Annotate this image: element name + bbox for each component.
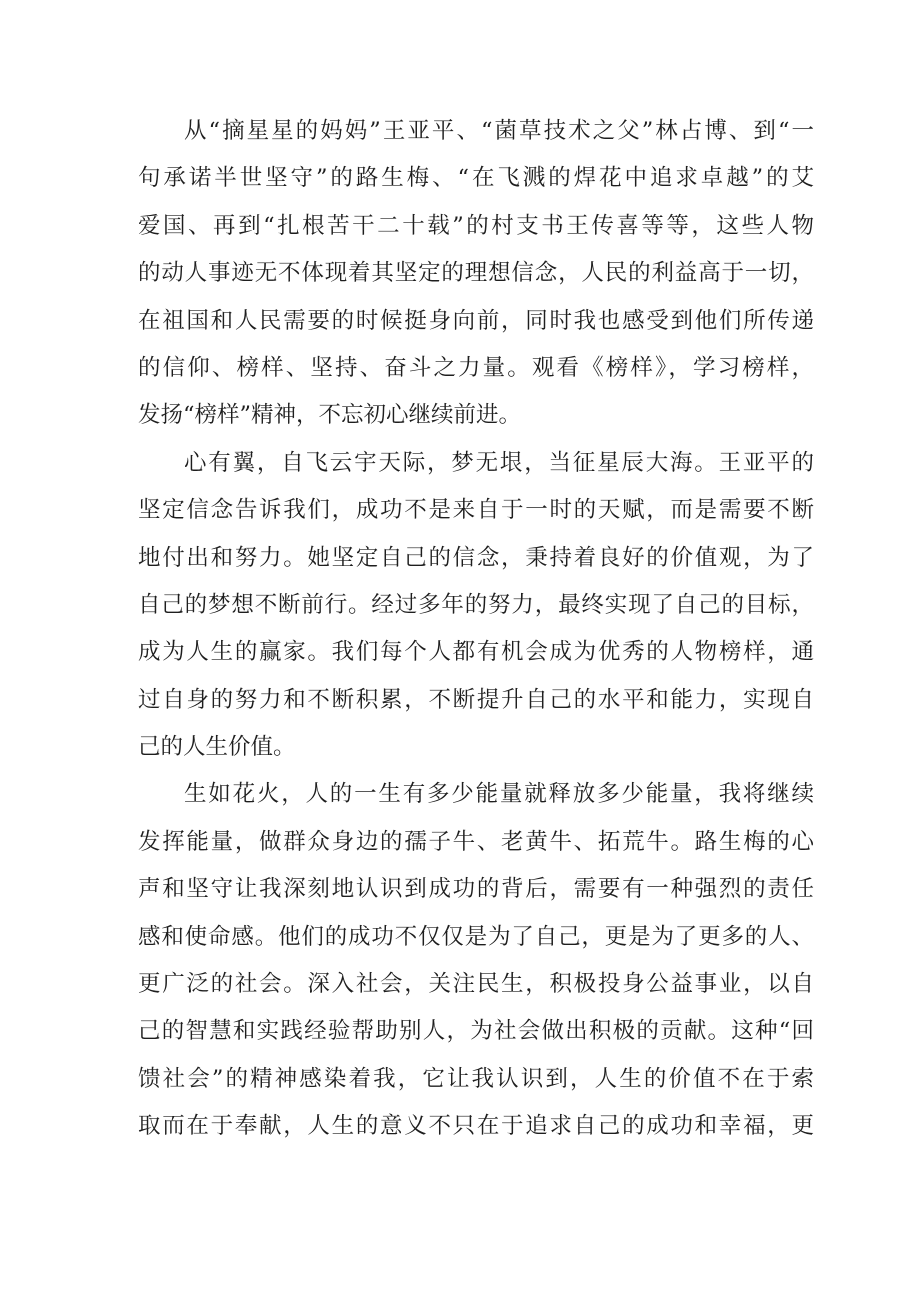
paragraph-3-line-5: 更广泛的社会。深入社会，关注民生，积极投身公益事业，以自 (138, 971, 814, 998)
paragraph-3-line-8: 取而在于奉献，人生的意义不只在于追求自己的成功和幸福，更 (138, 1113, 814, 1140)
paragraph-3-line-7: 馈社会”的精神感染着我，它让我认识到，人生的价值不在于索 (138, 1065, 814, 1092)
paragraph-3-line-1: 生如花火，人的一生有多少能量就释放多少能量，我将继续 (184, 781, 814, 808)
paragraph-1-line-1: 从“摘星星的妈妈”王亚平、“菌草技术之父”林占博、到“一 (184, 118, 814, 144)
paragraph-3-line-6: 己的智慧和实践经验帮助别人，为社会做出积极的贡献。这种“回 (138, 1018, 814, 1045)
paragraph-3-line-3: 声和坚守让我深刻地认识到成功的背后，需要有一种强烈的责任 (138, 876, 814, 903)
paragraph-2-line-6: 过自身的努力和不断积累，不断提升自己的水平和能力，实现自 (138, 686, 814, 713)
paragraph-2-line-3: 地付出和努力。她坚定自己的信念，秉持着良好的价值观，为了 (138, 544, 814, 571)
paragraph-3-line-2: 发挥能量，做群众身边的孺子牛、老黄牛、拓荒牛。路生梅的心 (138, 828, 814, 855)
paragraph-1-line-4: 的动人事迹无不体现着其坚定的理想信念，人民的利益高于一切， (138, 260, 814, 287)
paragraph-1-line-7: 发扬“榜样”精神，不忘初心继续前进。 (138, 402, 522, 429)
paragraph-1-line-2: 句承诺半世坚守”的路生梅、“在飞溅的焊花中追求卓越”的艾 (138, 165, 814, 192)
body-text (138, 108, 814, 1151)
paragraph-2-line-7: 己的人生价值。 (138, 734, 296, 761)
paragraph-3-line-4: 感和使命感。他们的成功不仅仅是为了自己，更是为了更多的人、 (138, 923, 814, 950)
paragraph-1-line-6: 的信仰、榜样、坚持、奋斗之力量。观看《榜样》，学习榜样， (138, 354, 814, 381)
paragraph-1-line-5: 在祖国和人民需要的时候挺身向前，同时我也感受到他们所传递 (138, 307, 814, 334)
paragraph-1-line-3: 爱国、再到“扎根苦干二十载”的村支书王传喜等等，这些人物 (138, 212, 814, 239)
paragraph-2-line-5: 成为人生的赢家。我们每个人都有机会成为优秀的人物榜样，通 (138, 639, 814, 666)
paragraph-2-line-4: 自己的梦想不断前行。经过多年的努力，最终实现了自己的目标， (138, 591, 814, 618)
paragraph-2-line-1: 心有翼，自飞云宇天际，梦无垠，当征星辰大海。王亚平的 (184, 449, 814, 476)
paragraph-2-line-2: 坚定信念告诉我们，成功不是来自于一时的天赋，而是需要不断 (138, 497, 814, 524)
